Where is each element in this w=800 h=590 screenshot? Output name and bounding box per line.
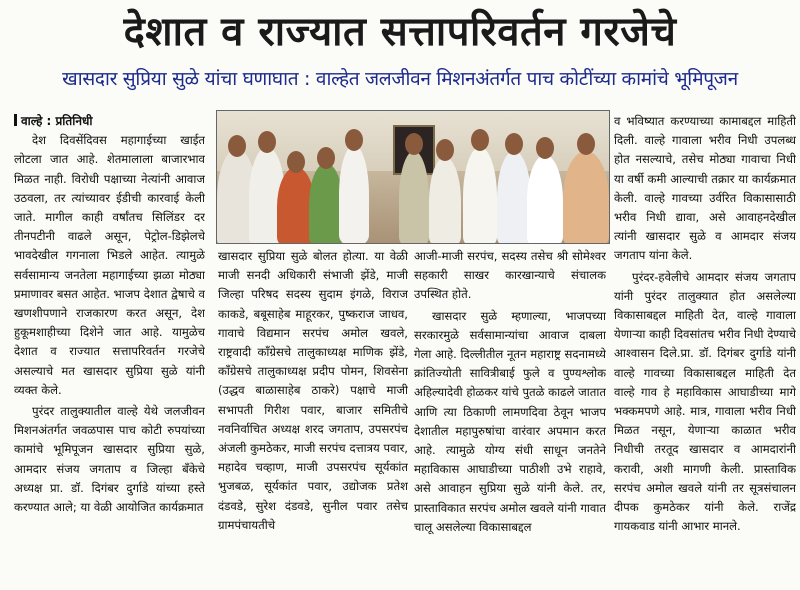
photo-head [436, 139, 454, 161]
photo-person [563, 151, 609, 244]
paragraph: व भविष्यात करण्याच्या कामाबद्दल माहिती दिली. वाल्हे गावाला भरीव निधी उपलब्ध होत नसल्याचे, तसेच मोठ्या गावाचा निधी या वर्षी कमी आल्याची तक्रार या कार्यक्रमात केली. वाल्हे गावच्या उर्वरित विकासासाठी भरीव निधी द्यावा, असे आवाहनदेखील त्यांनी खासदार सुळे व आमदार संजय जगताप यांना केले. [614, 114, 796, 263]
dateline-text: वाल्हे : प्रतिनिधी [21, 114, 93, 128]
dateline-marker [14, 114, 17, 126]
paragraph: पुरंदर-हवेलीचे आमदार संजय जगताप यांनी पुरंदर तालुक्यात होत असलेल्या विकासाबद्दल माहिती देत, वाल्हे गावाला येणाऱ्या काही दिवसांतच भरीव निधी देण्याचे आश्वासन दिले.प्रा. डॉ. दिगंबर दुर्गाडे यांनी वाल्हे गावच्या विकासाबद्दल माहिती देत वाल्हे गाव हे महाविकास आघाडीच्या मागे भक्कमपणे आहे. मात्र, गावाला भरीव निधी मिळत नसून, येणाऱ्या काळात भरीव निधीची तरतूद खासदार व आमदारांनी करावी, अशी मागणी केली. प्रास्ताविक सरपंच अमोल खवले यांनी तर सूत्रसंचालन दीपक कुमठेकर यांनी केले. राजेंद्र गायकवाड यांनी आभार मानले. [614, 269, 796, 534]
photo-person [497, 151, 531, 244]
photo-person [429, 157, 461, 244]
paragraph: आजी-माजी सरपंच, सदस्य तसेच श्री सोमेश्वर सहकारी साखर कारखान्याचे संचालक उपस्थित होते. [414, 249, 606, 302]
photo-person [527, 155, 563, 244]
dateline [14, 112, 205, 131]
photo-head [228, 135, 246, 157]
subheadline: खासदार सुप्रिया सुळे यांचा घणाघात : वाल्हेत जलजीवन मिशनअंतर्गत पाच कोटींच्या कामांचे भूमिपूजन [62, 68, 738, 90]
paragraph: खासदार सुप्रिया सुळे बोलत होत्या. या वेळी माजी सनदी अधिकारी संभाजी झेंडे, माजी जिल्हा परिषद सदस्य सुदाम इंगळे, विराज काकडे, बबूसाहेब माहूरकर, पुष्कराज जाधव, गावाचे विद्यमान सरपंच अमोल खवले, राष्ट्रवादी काँग्रेसचे तालुकाध्यक्ष माणिक झेंडे, काँग्रेसचे तालुकाध्यक्ष प्रदीप पोमन, शिवसेना (उद्धव बाळासाहेब ठाकरे) पक्षाचे माजी सभापती गिरीश पवार, बाजार समितीचे नवनिर्वाचित अध्यक्ष शरद जगताप, उपसरपंच अंजली कुमठेकर, माजी सरपंच दत्तात्रय पवार, महादेव चव्हाण, माजी उपसरपंच सूर्यकांत भुजबळ, सूर्यकांत पवार, उद्योजक प्रतेश दंडवडे, सुरेश दंडवडे, सुनील पवार तसेच ग्रामपंचायतीचे [218, 249, 408, 532]
photo-person [399, 151, 429, 244]
paragraph: पुरंदर तालुक्यातील वाल्हे येथे जलजीवन मिशनअंतर्गत जवळपास पाच कोटी रुपयांच्या कामांचे भूमिपूजन खासदार सुप्रिया सुळे, आमदार संजय जगताप व जिल्हा बँकेचे अध्यक्ष प्रा. डॉ. दिगंबर दुर्गाडे यांच्या हस्ते करण्यात आले; या वेळी आयोजित कार्यक्रमात [14, 404, 205, 515]
photo-head [536, 137, 554, 159]
photo-head [405, 133, 423, 155]
paragraph: खासदार सुळे म्हणाल्या, भाजपच्या सरकारमुळे सर्वसामान्यांचा आवाज दाबला गेला आहे. दिल्लीतील नूतन महाराष्ट्र सदनामध्ये क्रांतिज्योती सावित्रीबाई फुले व पुण्यश्लोक अहिल्यादेवी होळकर यांचे पुतळे काढले जातात आणि त्या ठिकाणी लामणदिवा ठेवून भाजप देशातील महापुरुषांचा वारंवार अपमान करत आहे. त्यामुळे योग्य संधी साधून जनतेने महाविकास आघाडीच्या पाठीशी उभे राहावे, असे आवाहन सुप्रिया सुळे यांनी केले. तर, प्रास्ताविकात सरपंच अमोल खवले यांनी गावात चालू असलेल्या विकासाबद्दल [414, 308, 606, 534]
photo-head [577, 133, 595, 155]
article-column-4 [614, 112, 796, 586]
photo-head [258, 131, 276, 153]
photo-person [463, 147, 497, 244]
photo-head [505, 133, 523, 155]
photo-head [287, 151, 305, 173]
photo-head [317, 147, 335, 169]
photo-head [345, 129, 363, 151]
headline: देशात व राज्यात सत्तापरिवर्तन गरजेचे [123, 9, 677, 55]
article-column-1 [14, 112, 205, 586]
photo-head [471, 129, 489, 151]
news-photo [216, 110, 610, 244]
photo-person [339, 145, 369, 244]
article-column-3 [414, 247, 606, 586]
paragraph: देश दिवसेंदिवस महागाईच्या खाईत लोटला जात आहे. शेतमालाला बाजारभाव मिळत नाही. विरोधी पक्षाच्या नेत्यांनी आवाज उठवला, तर त्यांच्यावर ईडीची कारवाई केली जाते. मागील काही वर्षांतच सिलिंडर दर तीनपटीनी वाढले असून, पेट्रोल-डिझेलचे भावदेखील गगनाला भिडले आहेत. त्यामुळे सर्वसामान्य जनतेला महागाईच्या झळा मोठ्या प्रमाणावर बसत आहेत. भाजप देशात द्वेषाचे व खणशीपणाने राजकारण करत असून, देश हुकूमशाहीच्या दिशेने जात आहे. यामुळेच देशात व राज्यात सत्तापरिवर्तन गरजेचे असल्याचे मत खासदार सुप्रिया सुळे यांनी व्यक्त केले. [14, 133, 205, 397]
photo-person [309, 163, 343, 244]
article-column-2 [218, 247, 408, 586]
